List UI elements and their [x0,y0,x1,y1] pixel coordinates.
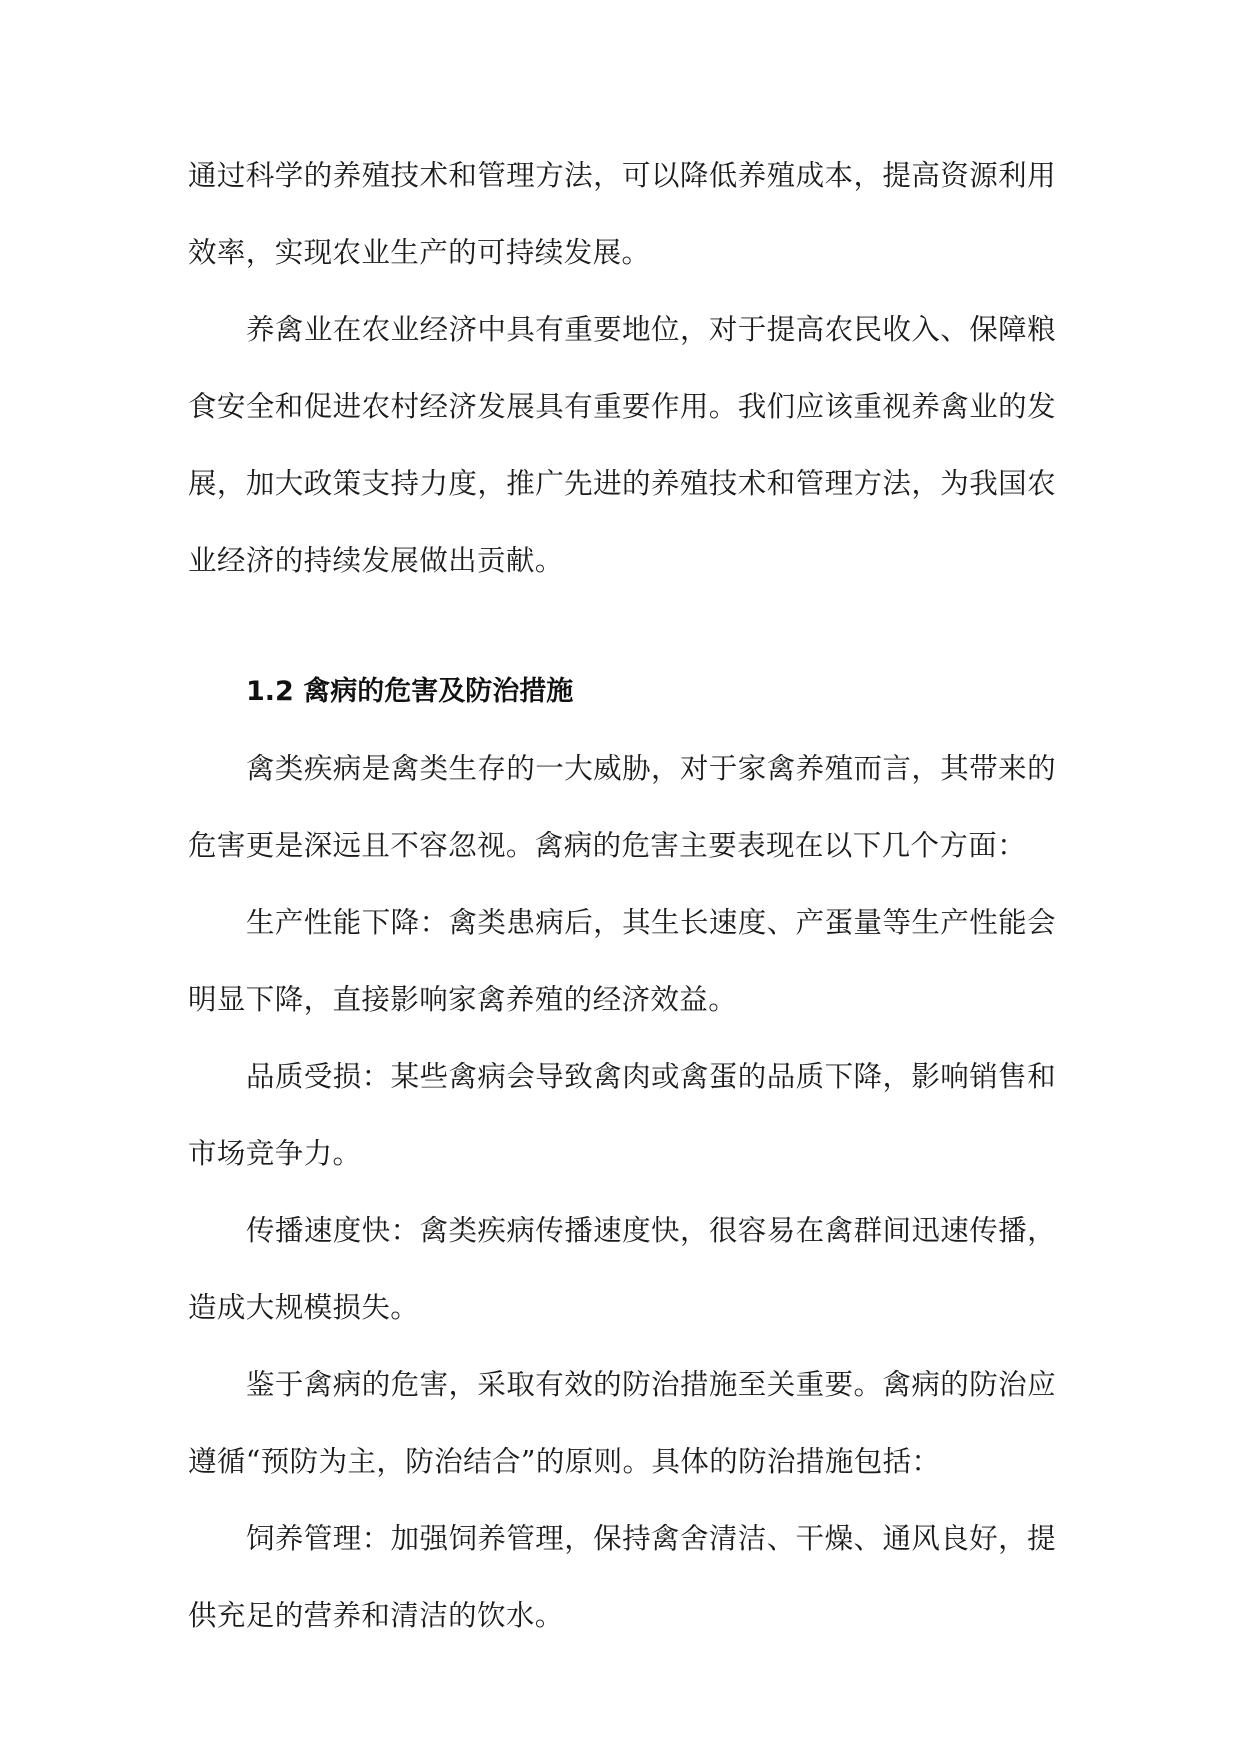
paragraph-performance-decline: 生产性能下降：禽类患病后，其生长速度、产蛋量等生产性能会明显下降，直接影响家禽养殖的经济效益。 [188,906,1056,1016]
paragraph-prevention-principle: 鉴于禽病的危害，采取有效的防治措施至关重要。禽病的防治应遵循“预防为主，防治结合”的原则。具体的防治措施包括： [188,1368,1056,1478]
paragraph-continuation: 通过科学的养殖技术和管理方法，可以降低养殖成本，提高资源利用效率，实现农业生产的可持续发展。 [188,159,1056,269]
section-heading: 1.2 禽病的危害及防治措施 [246,676,574,707]
paragraph-fast-spread: 传播速度快：禽类疾病传播速度快，很容易在禽群间迅速传播，造成大规模损失。 [188,1214,1056,1324]
paragraph-poultry-importance: 养禽业在农业经济中具有重要地位，对于提高农民收入、保障粮食安全和促进农村经济发展具有重要作用。我们应该重视养禽业的发展，加大政策支持力度，推广先进的养殖技术和管理方法，为我国农业经济的持续发展做出贡献。 [188,313,1056,577]
paragraph-feeding-management: 饲养管理：加强饲养管理，保持禽舍清洁、干燥、通风良好，提供充足的营养和清洁的饮水。 [188,1522,1056,1632]
paragraph-disease-threat: 禽类疾病是禽类生存的一大威胁，对于家禽养殖而言，其带来的危害更是深远且不容忽视。禽病的危害主要表现在以下几个方面： [188,752,1056,862]
document-body [188,137,1056,1654]
paragraph-quality-damage: 品质受损：某些禽病会导致禽肉或禽蛋的品质下降，影响销售和市场竞争力。 [188,1060,1056,1170]
